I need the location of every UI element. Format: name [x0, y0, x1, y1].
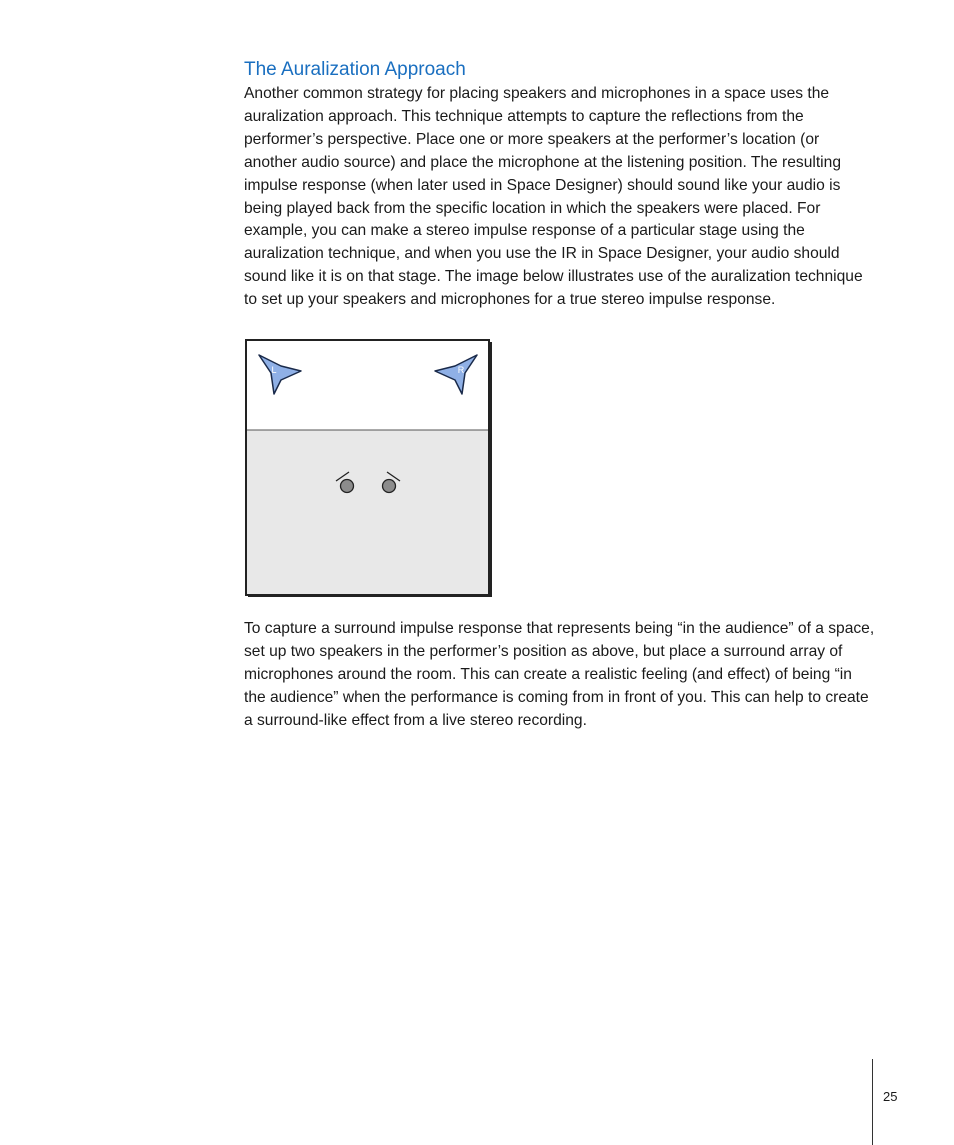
- stage-area: [246, 340, 489, 430]
- section-title: The Auralization Approach: [244, 59, 466, 80]
- body-paragraph-intro: Another common strategy for placing speakers and microphones in a space uses the auralization approach. This technique attempts to capture the reflections from the performer’s perspective. Place one or more speakers at the performer’s location (or another audio source) and place the microphone at the listening position. The resulting impulse response (when later used in Space Designer) should sound like your audio is being played back from the specific location in which the speakers were placed. For example, you can make a stereo impulse response of a particular stage using the auralization technique, and when you use the IR in Space Designer, your audio should sound like it is on that stage. The image below illustrates use of the auralization technique to set up your speakers and microphones for a true stereo impulse response.: [244, 85, 863, 309]
- stereo-speaker-mic-diagram: [245, 339, 493, 597]
- audience-area: [246, 430, 489, 595]
- footer-rule: [872, 1059, 873, 1145]
- speaker-left-label: L: [271, 365, 277, 375]
- body-paragraph-surround: To capture a surround impulse response that represents being “in the audience” of a space, set up two speakers in the performer’s position as above, but place a surround array of microphones around the room. This can create a realistic feeling (and effect) of being “in the audience” when the performance is coming from in front of you. This can help to create a surround-like effect from a live stereo recording.: [244, 620, 875, 729]
- page-number: 25: [883, 1089, 898, 1104]
- speaker-right-label: R: [457, 365, 465, 375]
